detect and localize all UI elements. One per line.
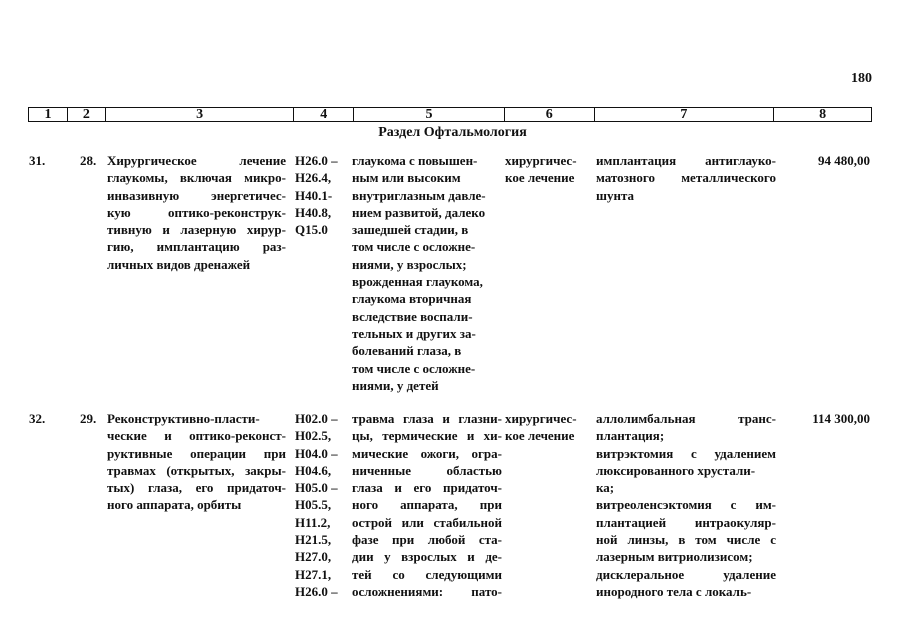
icd-code: H26.0 – bbox=[295, 153, 338, 168]
treatment-method-line: инородного тела с локаль- bbox=[596, 583, 752, 599]
treatment-type-line: кое лечение bbox=[505, 428, 575, 444]
patient-model-line: тельных и других за- bbox=[352, 325, 476, 341]
method-name-line: инвазивную энергетичес- bbox=[107, 187, 286, 203]
header-col-2: 2 bbox=[68, 108, 106, 121]
treatment-method-line: аллолимбальная транс- bbox=[596, 411, 776, 426]
treatment-method-line: шунта bbox=[596, 187, 635, 203]
patient-model-line: ниченные областью bbox=[352, 462, 502, 478]
patient-model-line: том числе с осложне- bbox=[352, 239, 476, 255]
treatment-method-line: дисклеральное удаление bbox=[596, 566, 776, 582]
header-col-4: 4 bbox=[294, 108, 354, 121]
method-name-line: тых) глаза, его придаточ- bbox=[107, 480, 286, 496]
header-col-5: 5 bbox=[354, 108, 505, 121]
icd-code: H27.0, bbox=[295, 549, 332, 565]
treatment-type bbox=[505, 152, 591, 187]
header-col-8: 8 bbox=[819, 107, 827, 122]
treatment-method-line: матозного металлического bbox=[596, 170, 776, 186]
treatment-method bbox=[596, 410, 776, 600]
icd-code: Q15.0 bbox=[295, 222, 328, 238]
header-col-1: 1 bbox=[29, 108, 68, 121]
icd-code: H26.0 – bbox=[295, 583, 338, 599]
patient-model-line: фазе при любой ста- bbox=[352, 532, 502, 548]
patient-model-line: вследствие воспали- bbox=[352, 308, 473, 324]
method-name-line: тивную и лазерную хирур- bbox=[107, 222, 286, 238]
section-title: Раздел Офтальмология bbox=[378, 125, 527, 140]
icd-code: H40.8, bbox=[295, 204, 332, 220]
treatment-method-line: витрэктомия с удалением bbox=[596, 445, 776, 461]
treatment-method-line: ка; bbox=[596, 480, 615, 496]
icd-code: H02.0 – bbox=[295, 411, 338, 426]
icd-code: H21.5, bbox=[295, 532, 332, 548]
treatment-method-line: имплантация антиглауко- bbox=[596, 153, 776, 168]
method-name-line: Реконструктивно-пласти- bbox=[107, 411, 260, 426]
patient-model-line: глаукома вторичная bbox=[352, 291, 472, 307]
patient-model-line: болеваний глаза, в bbox=[352, 343, 462, 359]
patient-model-line: том числе с осложне- bbox=[352, 360, 476, 376]
method-name-line: руктивные операции при bbox=[107, 445, 286, 461]
cost-value: 114 300,00 bbox=[812, 411, 870, 426]
patient-model-line: ниями, у детей bbox=[352, 377, 439, 393]
method-name bbox=[107, 410, 286, 514]
patient-model-line: острой или стабильной bbox=[352, 514, 502, 530]
treatment-method-line: витреоленсэктомия с им- bbox=[596, 497, 776, 513]
treatment-type-line: хирургичес- bbox=[505, 153, 577, 168]
page-number: 180 bbox=[851, 71, 872, 86]
patient-model-line: ниями, у взрослых; bbox=[352, 256, 467, 272]
method-name-line: глаукомы, включая микро- bbox=[107, 170, 286, 186]
icd-code: H05.0 – bbox=[295, 480, 338, 496]
treatment-method-line: плантация; bbox=[596, 428, 665, 444]
patient-model-line: зашедшей стадии, в bbox=[352, 222, 469, 238]
patient-model-line: цы, термические и хи- bbox=[352, 428, 502, 444]
patient-model-line: тей со следующими bbox=[352, 566, 502, 582]
treatment-type-line: кое лечение bbox=[505, 170, 575, 186]
header-col-6: 6 bbox=[505, 108, 595, 121]
header-col-3: 3 bbox=[106, 108, 295, 121]
treatment-method-line: плантацией интраокуляр- bbox=[596, 514, 776, 530]
patient-model-line: ного аппарата, при bbox=[352, 497, 502, 513]
patient-model-line: мические ожоги, огра- bbox=[352, 445, 502, 461]
icd-code: H05.5, bbox=[295, 497, 332, 513]
patient-model-line: ным или высоким bbox=[352, 170, 461, 186]
group-number: 28. bbox=[80, 153, 97, 168]
column-number-header bbox=[28, 107, 872, 122]
patient-model bbox=[352, 410, 502, 600]
method-name-line: гию, имплантацию раз- bbox=[107, 239, 286, 255]
patient-model-line: осложнениями: пато- bbox=[352, 583, 502, 599]
patient-model-line: внутриглазным давле- bbox=[352, 187, 486, 203]
treatment-method bbox=[596, 152, 776, 204]
icd-code: H04.0 – bbox=[295, 445, 338, 461]
treatment-method-line: люксированного хрустали- bbox=[596, 462, 756, 478]
method-name-line: ного аппарата, орбиты bbox=[107, 497, 242, 513]
method-name-line: кую оптико-реконструк- bbox=[107, 204, 286, 220]
treatment-method-line: лазерным витриолизисом; bbox=[596, 549, 753, 565]
patient-model-line: дии у взрослых и де- bbox=[352, 549, 502, 565]
icd-code: H11.2, bbox=[295, 514, 331, 530]
treatment-method-line: ной линзы, в том числе с bbox=[596, 532, 776, 548]
method-name-line: Хирургическое лечение bbox=[107, 153, 286, 168]
row-number: 32. bbox=[29, 411, 46, 426]
header-col-7: 7 bbox=[595, 108, 775, 121]
treatment-type-line: хирургичес- bbox=[505, 411, 577, 426]
method-name-line: ческие и оптико-реконст- bbox=[107, 428, 286, 444]
patient-model bbox=[352, 152, 502, 394]
patient-model-line: врожденная глаукома, bbox=[352, 274, 483, 290]
icd-code: H02.5, bbox=[295, 428, 332, 444]
row-number: 31. bbox=[29, 153, 46, 168]
patient-model-line: глаза и его придаточ- bbox=[352, 480, 502, 496]
icd-code: H27.1, bbox=[295, 566, 332, 582]
icd-codes bbox=[295, 152, 353, 238]
method-name-line: травмах (открытых, закры- bbox=[107, 462, 286, 478]
icd-code: H40.1- bbox=[295, 187, 333, 203]
icd-codes bbox=[295, 410, 353, 600]
method-name-line: личных видов дренажей bbox=[107, 256, 251, 272]
patient-model-line: нием развитой, далеко bbox=[352, 204, 486, 220]
group-number: 29. bbox=[80, 411, 97, 426]
icd-code: H04.6, bbox=[295, 462, 332, 478]
patient-model-line: травма глаза и глазни- bbox=[352, 411, 502, 426]
treatment-type bbox=[505, 410, 591, 445]
method-name bbox=[107, 152, 286, 273]
patient-model-line: глаукома с повышен- bbox=[352, 153, 478, 168]
icd-code: H26.4, bbox=[295, 170, 332, 186]
cost-value: 94 480,00 bbox=[818, 153, 870, 168]
